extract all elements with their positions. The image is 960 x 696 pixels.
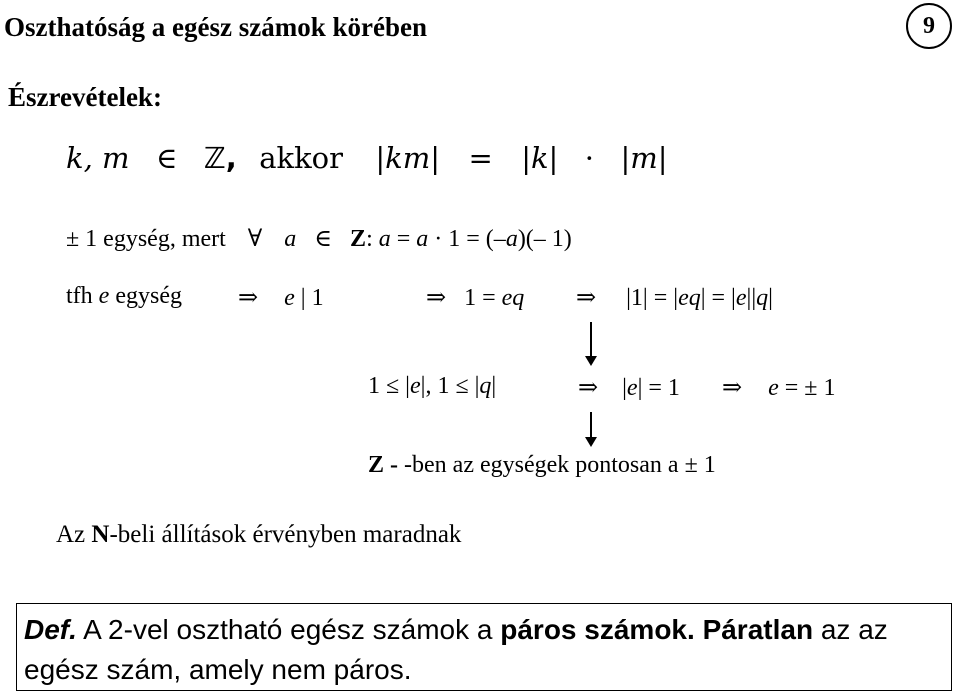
product-text: · 1 = (– — [428, 226, 506, 252]
definition-line-2: egész szám, amely nem páros. — [24, 654, 412, 685]
down-arrow-icon — [590, 322, 592, 357]
down-arrow-icon — [590, 412, 592, 438]
def-text: az az — [813, 614, 888, 645]
abs-text: || — [746, 285, 757, 311]
var-eq: eq — [678, 285, 701, 311]
page-title: Oszthatóság a egész számok körében — [4, 12, 427, 42]
var-a: a — [416, 226, 429, 252]
implies-icon: ⇒ — [722, 375, 743, 401]
formula-akkor: akkor — [259, 141, 343, 175]
integers-symbol: ℤ, — [203, 141, 237, 175]
down-arrow-head-icon — [585, 437, 597, 447]
unit-text: ± 1 egység, mert — [66, 226, 226, 252]
page-number-badge — [906, 3, 952, 49]
one-eq-text: 1 = — [464, 285, 502, 311]
abs-text: | = | — [700, 285, 736, 311]
def-text: A 2-vel osztható egész számok a — [76, 614, 501, 645]
formula-lhs: |km| — [375, 141, 441, 175]
var-eq: eq — [501, 285, 525, 311]
formula-rhs-k: |k| — [521, 141, 559, 175]
divides-text: | 1 — [294, 285, 324, 311]
implication-3 — [576, 283, 773, 312]
units-conclusion: Z - -ben az egységek pontosan a ± 1 — [368, 452, 716, 478]
conclusion-text: -ben az egységek pontosan a ± 1 — [398, 452, 716, 478]
abs-text: | — [491, 373, 497, 399]
forall-symbol: ∀ — [247, 226, 263, 252]
implication-2 — [426, 283, 524, 312]
ineq-text: 1 ≤ | — [368, 373, 410, 399]
var-q: q — [479, 373, 492, 399]
definition-line-1 — [24, 614, 888, 646]
def-label: Def. — [24, 614, 77, 645]
var-q: q — [756, 285, 769, 311]
var-e: e — [768, 375, 779, 401]
implies-icon: ⇒ — [238, 285, 259, 311]
implies-icon: ⇒ — [576, 285, 597, 311]
note-text: -beli állítások érvényben maradnak — [109, 521, 462, 548]
def-term-even: páros számok. — [500, 614, 695, 645]
naturals-bold: N — [91, 521, 110, 548]
var-a: a — [284, 226, 297, 252]
implies-icon: ⇒ — [426, 285, 447, 311]
def-term-odd: Páratlan — [702, 614, 814, 645]
implication-1 — [238, 283, 324, 312]
var-a: a — [505, 226, 518, 252]
colon: : — [366, 226, 379, 252]
formula-vars: k, m — [66, 141, 130, 175]
var-e: e — [735, 285, 747, 311]
var-e: e — [626, 375, 638, 401]
def-text — [695, 614, 703, 645]
eq-text: | = 1 — [637, 375, 680, 401]
note-text: Az — [56, 521, 92, 548]
naturals-note — [56, 521, 461, 549]
var-e: e — [98, 283, 110, 309]
element-of-symbol: ∈ — [155, 141, 178, 175]
ineq-text: |, 1 ≤ | — [420, 373, 480, 399]
unit-statement — [66, 224, 572, 253]
down-arrow-head-icon — [585, 356, 597, 366]
var-e: e — [409, 373, 421, 399]
egyseg-text: egység — [115, 283, 182, 309]
abs-text: |1| = | — [626, 285, 679, 311]
implication-4 — [578, 373, 680, 402]
formula-rhs-m: |m| — [620, 141, 668, 175]
var-a: a — [378, 226, 391, 252]
product-end: )(– 1) — [517, 226, 572, 252]
abs-text: | — [622, 375, 627, 401]
implication-5 — [722, 373, 835, 402]
section-heading: Észrevételek: — [8, 82, 162, 112]
formula-eq: = — [468, 141, 493, 175]
implies-icon: ⇒ — [578, 375, 599, 401]
formula-abs-product — [66, 141, 667, 175]
unit-derivation-line — [66, 283, 182, 310]
integers-bold: Z — [350, 226, 367, 252]
bound-line — [368, 373, 496, 400]
abs-text: | — [768, 285, 773, 311]
tfh-text: tfh — [66, 283, 93, 309]
eq-text: = — [390, 226, 417, 252]
var-e: e — [284, 285, 295, 311]
eq-text: = ± 1 — [778, 375, 836, 401]
page-number: 9 — [923, 12, 935, 39]
element-of-symbol: ∈ — [314, 226, 333, 252]
integers-bold: Z — [368, 452, 385, 478]
formula-dot: · — [584, 141, 594, 175]
